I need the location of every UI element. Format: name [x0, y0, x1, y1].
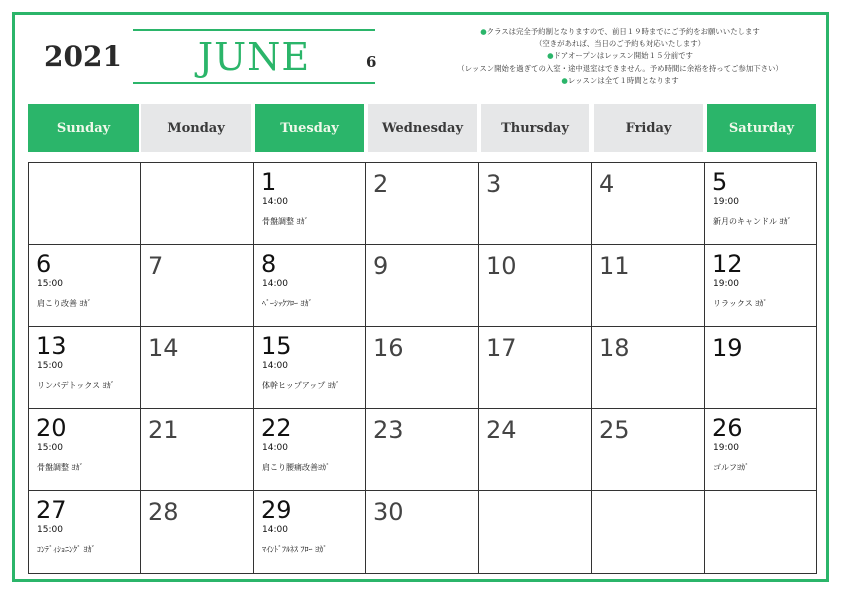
day-number: 25 — [599, 416, 630, 444]
day-cell — [365, 162, 479, 245]
class-notes — [420, 26, 820, 87]
day-cell — [591, 326, 705, 409]
lesson-time: 15:00 — [37, 279, 63, 289]
day-number: 28 — [148, 498, 179, 526]
day-number: 24 — [486, 416, 517, 444]
day-cell — [28, 244, 141, 327]
day-cell — [704, 326, 817, 409]
day-cell — [365, 326, 479, 409]
lesson-name: リラックス ﾖｶﾞ — [713, 299, 768, 308]
lesson-name: ﾏｲﾝﾄﾞﾌﾙﾈｽ ﾌﾛｰ ﾖｶﾞ — [262, 545, 328, 554]
lesson-time: 15:00 — [37, 361, 63, 371]
weekday-header-monday: Monday — [141, 104, 251, 152]
day-cell — [28, 490, 141, 574]
weekday-header-tuesday: Tuesday — [255, 104, 364, 152]
day-number: 11 — [599, 252, 630, 280]
weekday-header-saturday: Saturday — [707, 104, 816, 152]
lesson-time: 14:00 — [262, 525, 288, 535]
day-number: 20 — [36, 414, 67, 442]
day-cell — [591, 162, 705, 245]
day-cell — [365, 244, 479, 327]
day-cell — [140, 490, 254, 574]
day-cell — [478, 244, 592, 327]
day-number: 14 — [148, 334, 179, 362]
day-number: 5 — [712, 168, 728, 196]
day-cell — [253, 490, 366, 574]
lesson-name: 骨盤調整 ﾖｶﾞ — [262, 217, 309, 226]
lesson-name: 骨盤調整 ﾖｶﾞ — [37, 463, 84, 472]
note-text: ドアオープンはレッスン開始１５分前です — [553, 51, 693, 61]
day-cell — [140, 408, 254, 491]
lesson-name: 肩こり改善 ﾖｶﾞ — [37, 299, 92, 308]
lesson-time: 14:00 — [262, 197, 288, 207]
day-cell — [253, 244, 366, 327]
lesson-time: 14:00 — [262, 361, 288, 371]
day-number: 8 — [261, 250, 277, 278]
note-bullet: ● — [561, 75, 568, 85]
day-cell — [704, 244, 817, 327]
day-number: 7 — [148, 252, 164, 280]
note-line — [420, 75, 820, 87]
day-cell — [478, 490, 592, 574]
note-line — [420, 26, 820, 38]
weekday-header-thursday: Thursday — [481, 104, 589, 152]
day-cell — [253, 162, 366, 245]
day-number: 3 — [486, 170, 502, 198]
day-number: 12 — [712, 250, 743, 278]
day-number: 27 — [36, 496, 67, 524]
day-cell — [478, 326, 592, 409]
month-name: JUNE — [197, 35, 311, 79]
day-cell — [253, 408, 366, 491]
day-cell — [28, 162, 141, 245]
weekday-header-sunday: Sunday — [28, 104, 139, 152]
weekday-header-friday: Friday — [594, 104, 703, 152]
day-cell — [591, 408, 705, 491]
day-cell — [28, 408, 141, 491]
note-line — [420, 63, 820, 75]
year-label: 2021 — [44, 40, 122, 73]
day-number: 19 — [712, 334, 743, 362]
day-cell — [28, 326, 141, 409]
note-text: （空きがあれば、当日のご予約も対応いたします） — [535, 39, 705, 49]
lesson-name: 新月のキャンドル ﾖｶﾞ — [713, 217, 792, 226]
month-title-box — [133, 29, 375, 84]
day-number: 30 — [373, 498, 404, 526]
day-cell — [704, 490, 817, 574]
day-number: 21 — [148, 416, 179, 444]
day-number: 10 — [486, 252, 517, 280]
day-number: 6 — [36, 250, 52, 278]
day-cell — [140, 326, 254, 409]
day-cell — [365, 490, 479, 574]
lesson-time: 15:00 — [37, 443, 63, 453]
lesson-name: ゴルフﾖｶﾞ — [713, 463, 749, 472]
note-line — [420, 50, 820, 62]
day-cell — [704, 408, 817, 491]
note-text: クラスは完全予約制となりますので、前日１９時までにご予約をお願いいたします — [486, 27, 760, 36]
month-number: 6 — [366, 53, 377, 71]
day-cell — [140, 244, 254, 327]
lesson-time: 19:00 — [713, 279, 739, 289]
day-cell — [365, 408, 479, 491]
lesson-name: ｺﾝﾃﾞｨｼｮﾆﾝｸﾞ ﾖｶﾞ — [37, 545, 96, 554]
note-text: （レッスン開始を過ぎての入室・途中退室はできません。予め時間に余裕を持ってご参加下さい） — [457, 63, 783, 73]
lesson-time: 14:00 — [262, 443, 288, 453]
day-number: 17 — [486, 334, 517, 362]
day-number: 29 — [261, 496, 292, 524]
day-number: 15 — [261, 332, 292, 360]
note-bullet: ● — [480, 27, 487, 36]
note-line — [420, 38, 820, 50]
day-number: 23 — [373, 416, 404, 444]
lesson-time: 15:00 — [37, 525, 63, 535]
day-cell — [704, 162, 817, 245]
note-bullet: ● — [547, 51, 554, 61]
day-number: 2 — [373, 170, 389, 198]
day-number: 1 — [261, 168, 277, 196]
lesson-name: 体幹ヒップアップ ﾖｶﾞ — [262, 381, 340, 390]
day-cell — [478, 162, 592, 245]
day-cell — [591, 490, 705, 574]
weekday-header-wednesday: Wednesday — [368, 104, 477, 152]
day-cell — [478, 408, 592, 491]
day-number: 13 — [36, 332, 67, 360]
day-cell — [140, 162, 254, 245]
day-number: 26 — [712, 414, 743, 442]
lesson-name: ﾍﾞｰｼｯｸﾌﾛｰ ﾖｶﾞ — [262, 299, 313, 308]
day-cell — [591, 244, 705, 327]
day-number: 16 — [373, 334, 404, 362]
lesson-name: 肩こり腰痛改善ﾖｶﾞ — [262, 463, 330, 472]
lesson-time: 14:00 — [262, 279, 288, 289]
day-number: 4 — [599, 170, 615, 198]
day-number: 9 — [373, 252, 389, 280]
day-cell — [253, 326, 366, 409]
day-number: 22 — [261, 414, 292, 442]
note-text: レッスンは全て１時間となります — [567, 75, 679, 85]
lesson-time: 19:00 — [713, 443, 739, 453]
day-number: 18 — [599, 334, 630, 362]
lesson-name: リンパデトックス ﾖｶﾞ — [37, 381, 115, 390]
lesson-time: 19:00 — [713, 197, 739, 207]
